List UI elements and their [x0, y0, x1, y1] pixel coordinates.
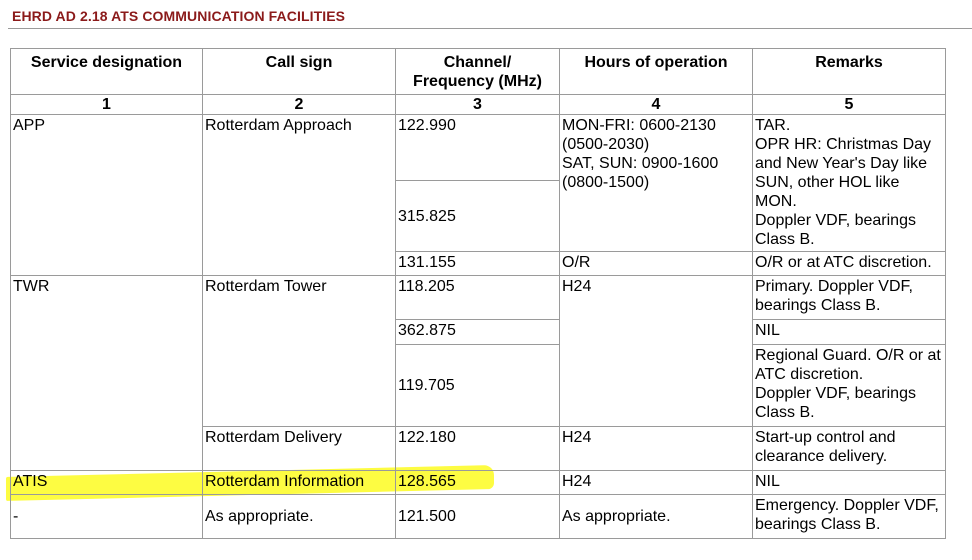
cell-remarks-or: O/R or at ATC discretion.: [753, 252, 946, 276]
cell-remarks-nil: NIL: [753, 320, 946, 345]
cell-hours-emergency: As appropriate.: [560, 495, 753, 539]
table-row-app-1: [11, 115, 946, 181]
cell-remarks-primary: Primary. Doppler VDF, bearings Class B.: [753, 276, 946, 320]
cell-callsign-as-appropriate: As appropriate.: [203, 495, 396, 539]
cell-frequency: 315.825: [396, 181, 560, 252]
header-call-sign: Call sign: [203, 49, 396, 95]
cell-service-atis: ATIS: [11, 471, 203, 495]
column-number: 2: [203, 95, 396, 115]
cell-callsign-approach: Rotterdam Approach: [203, 115, 396, 276]
cell-callsign-tower: Rotterdam Tower: [203, 276, 396, 427]
table-row-twr-1: [11, 276, 946, 320]
title-divider: [8, 28, 972, 29]
cell-hours-twr: H24: [560, 276, 753, 427]
cell-hours-or: O/R: [560, 252, 753, 276]
header-row: [11, 49, 946, 95]
cell-callsign-information: Rotterdam Information: [203, 471, 396, 495]
header-service-designation: Service designation: [11, 49, 203, 95]
page-title: EHRD AD 2.18 ATS COMMUNICATION FACILITIES: [12, 8, 346, 24]
cell-frequency: 121.500: [396, 495, 560, 539]
cell-frequency: 128.565: [396, 471, 560, 495]
column-number: 5: [753, 95, 946, 115]
cell-remarks-emergency: Emergency. Doppler VDF, bearings Class B.: [753, 495, 946, 539]
cell-service-emergency: -: [11, 495, 203, 539]
cell-remarks-atis: NIL: [753, 471, 946, 495]
ats-communication-table: [10, 48, 946, 539]
cell-hours-app: MON-FRI: 0600-2130 (0500-2030) SAT, SUN: 0900-1600 (0800-1500): [560, 115, 753, 252]
header-hours-of-operation: Hours of operation: [560, 49, 753, 95]
cell-callsign-delivery: Rotterdam Delivery: [203, 427, 396, 471]
table-row-atis: [11, 471, 946, 495]
cell-frequency: 119.705: [396, 345, 560, 427]
table-row-emergency: [11, 495, 946, 539]
cell-service-twr: TWR: [11, 276, 203, 471]
cell-frequency: 118.205: [396, 276, 560, 320]
column-number: 1: [11, 95, 203, 115]
header-channel-frequency: Channel/ Frequency (MHz): [396, 49, 560, 95]
header-remarks: Remarks: [753, 49, 946, 95]
cell-frequency: 122.990: [396, 115, 560, 181]
cell-remarks-regional-guard: Regional Guard. O/R or at ATC discretion. Doppler VDF, bearings Class B.: [753, 345, 946, 427]
cell-remarks-delivery: Start-up control and clearance delivery.: [753, 427, 946, 471]
column-number: 3: [396, 95, 560, 115]
cell-remarks-app: TAR. OPR HR: Christmas Day and New Year's Day like SUN, other HOL like MON. Doppler VDF, bearings Class B.: [753, 115, 946, 252]
cell-frequency: 131.155: [396, 252, 560, 276]
cell-hours-atis: H24: [560, 471, 753, 495]
cell-frequency: 362.875: [396, 320, 560, 345]
cell-hours-delivery: H24: [560, 427, 753, 471]
column-number: 4: [560, 95, 753, 115]
column-number-row: [11, 95, 946, 115]
cell-service-app: APP: [11, 115, 203, 276]
cell-frequency: 122.180: [396, 427, 560, 471]
